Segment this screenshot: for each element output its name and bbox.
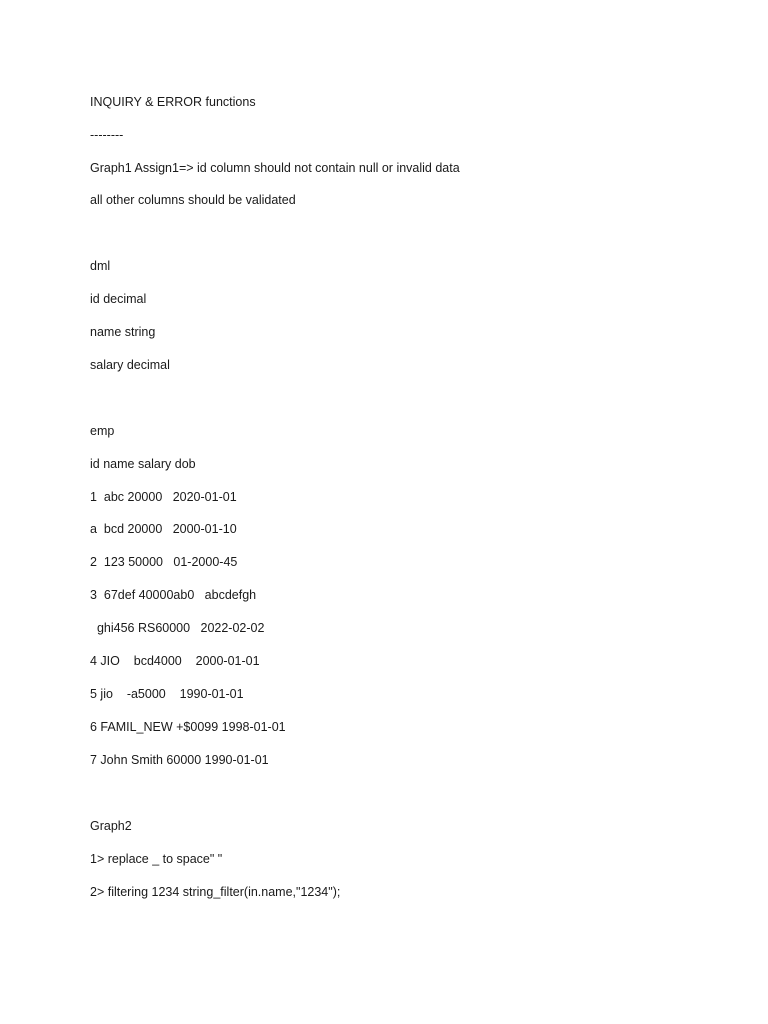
graph2-step-filter: 2> filtering 1234 string_filter(in.name,"1234"); <box>90 885 341 899</box>
emp-row: 4 JIO bcd4000 2000-01-01 <box>90 654 260 668</box>
emp-row: 3 67def 40000ab0 abcdefgh <box>90 588 257 602</box>
dml-field-name: name string <box>90 325 156 339</box>
graph2-heading: Graph2 <box>90 819 132 833</box>
emp-column-header: id name salary dob <box>90 457 196 471</box>
doc-title: INQUIRY & ERROR functions <box>90 95 256 109</box>
emp-row: 1 abc 20000 2020-01-01 <box>90 490 237 504</box>
separator-line: -------- <box>90 128 124 142</box>
validation-note: all other columns should be validated <box>90 193 296 207</box>
dml-field-salary: salary decimal <box>90 358 170 372</box>
dml-heading: dml <box>90 259 111 273</box>
graph1-assignment: Graph1 Assign1=> id column should not contain null or invalid data <box>90 161 460 175</box>
dml-field-id: id decimal <box>90 292 147 306</box>
graph2-step-replace: 1> replace _ to space" " <box>90 852 223 866</box>
emp-row: 7 John Smith 60000 1990-01-01 <box>90 753 269 767</box>
emp-row: 2 123 50000 01-2000-45 <box>90 555 238 569</box>
emp-heading: emp <box>90 424 115 438</box>
emp-row: 6 FAMIL_NEW +$0099 1998-01-01 <box>90 720 286 734</box>
emp-row: a bcd 20000 2000-01-10 <box>90 522 237 536</box>
emp-row: 5 jio -a5000 1990-01-01 <box>90 687 244 701</box>
emp-row: ghi456 RS60000 2022-02-02 <box>90 621 265 635</box>
